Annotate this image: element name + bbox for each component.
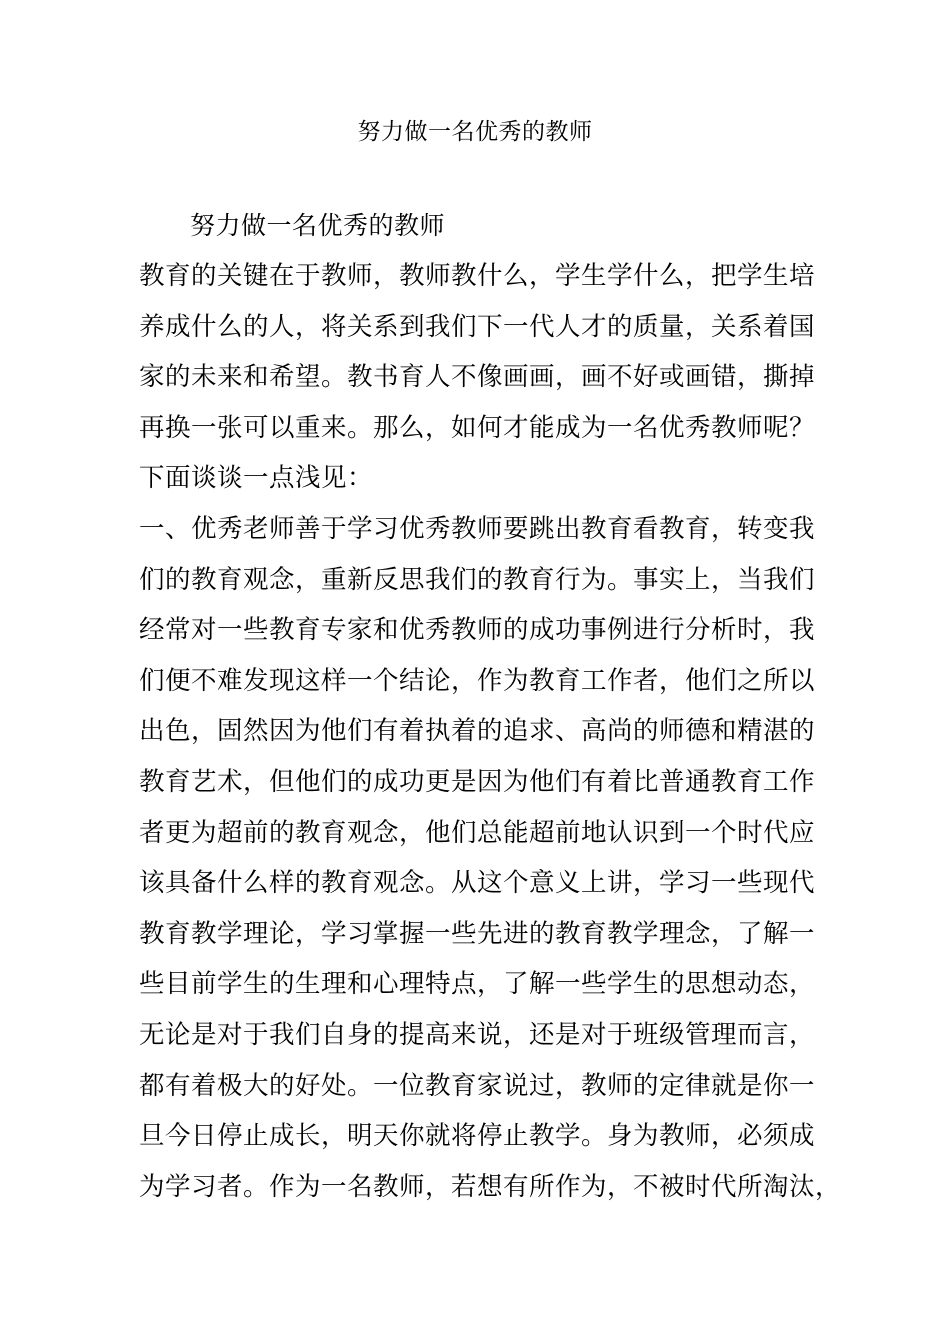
text-line: 们便不难发现这样一个结论，作为教育工作者，他们之所以 — [139, 665, 816, 696]
text-line: 家的未来和希望。教书育人不像画画，画不好或画错，撕掉 — [139, 362, 816, 393]
body-text — [139, 255, 842, 1216]
text-line: 经常对一些教育专家和优秀教师的成功事例进行分析时，我 — [139, 615, 816, 646]
text-line: 些目前学生的生理和心理特点，了解一些学生的思想动态， — [139, 969, 816, 1000]
text-line: 该具备什么样的教育观念。从这个意义上讲，学习一些现代 — [139, 868, 816, 899]
text-line: 再换一张可以重来。那么，如何才能成为一名优秀教师呢？ — [139, 412, 816, 443]
document-title: 努力做一名优秀的教师 — [357, 119, 593, 145]
text-line: 养成什么的人，将关系到我们下一代人才的质量，关系着国 — [139, 311, 816, 342]
text-line: 者更为超前的教育观念，他们总能超前地认识到一个时代应 — [139, 817, 816, 848]
text-line: 教育教学理论，学习掌握一些先进的教育教学理念，了解一 — [139, 918, 816, 949]
text-line: 们的教育观念，重新反思我们的教育行为。事实上，当我们 — [139, 564, 816, 595]
text-line: 下面谈谈一点浅见： — [139, 463, 374, 494]
text-line: 一、优秀老师善于学习优秀教师要跳出教育看教育，转变我 — [139, 513, 816, 544]
text-line: 教育的关键在于教师，教师教什么，学生学什么，把学生培 — [139, 261, 816, 291]
text-line: 出色，固然因为他们有着执着的追求、高尚的师德和精湛的 — [139, 716, 816, 747]
text-line: 无论是对于我们自身的提高来说，还是对于班级管理而言， — [139, 1019, 816, 1050]
text-line: 旦今日停止成长，明天你就将停止教学。身为教师，必须成 — [139, 1121, 816, 1152]
section-heading: 努力做一名优秀的教师 — [190, 211, 446, 240]
text-line: 为学习者。作为一名教师，若想有所作为，不被时代所淘汰， — [139, 1171, 842, 1202]
text-line: 教育艺术，但他们的成功更是因为他们有着比普通教育工作 — [139, 766, 816, 797]
text-line: 都有着极大的好处。一位教育家说过，教师的定律就是你一 — [139, 1070, 816, 1101]
